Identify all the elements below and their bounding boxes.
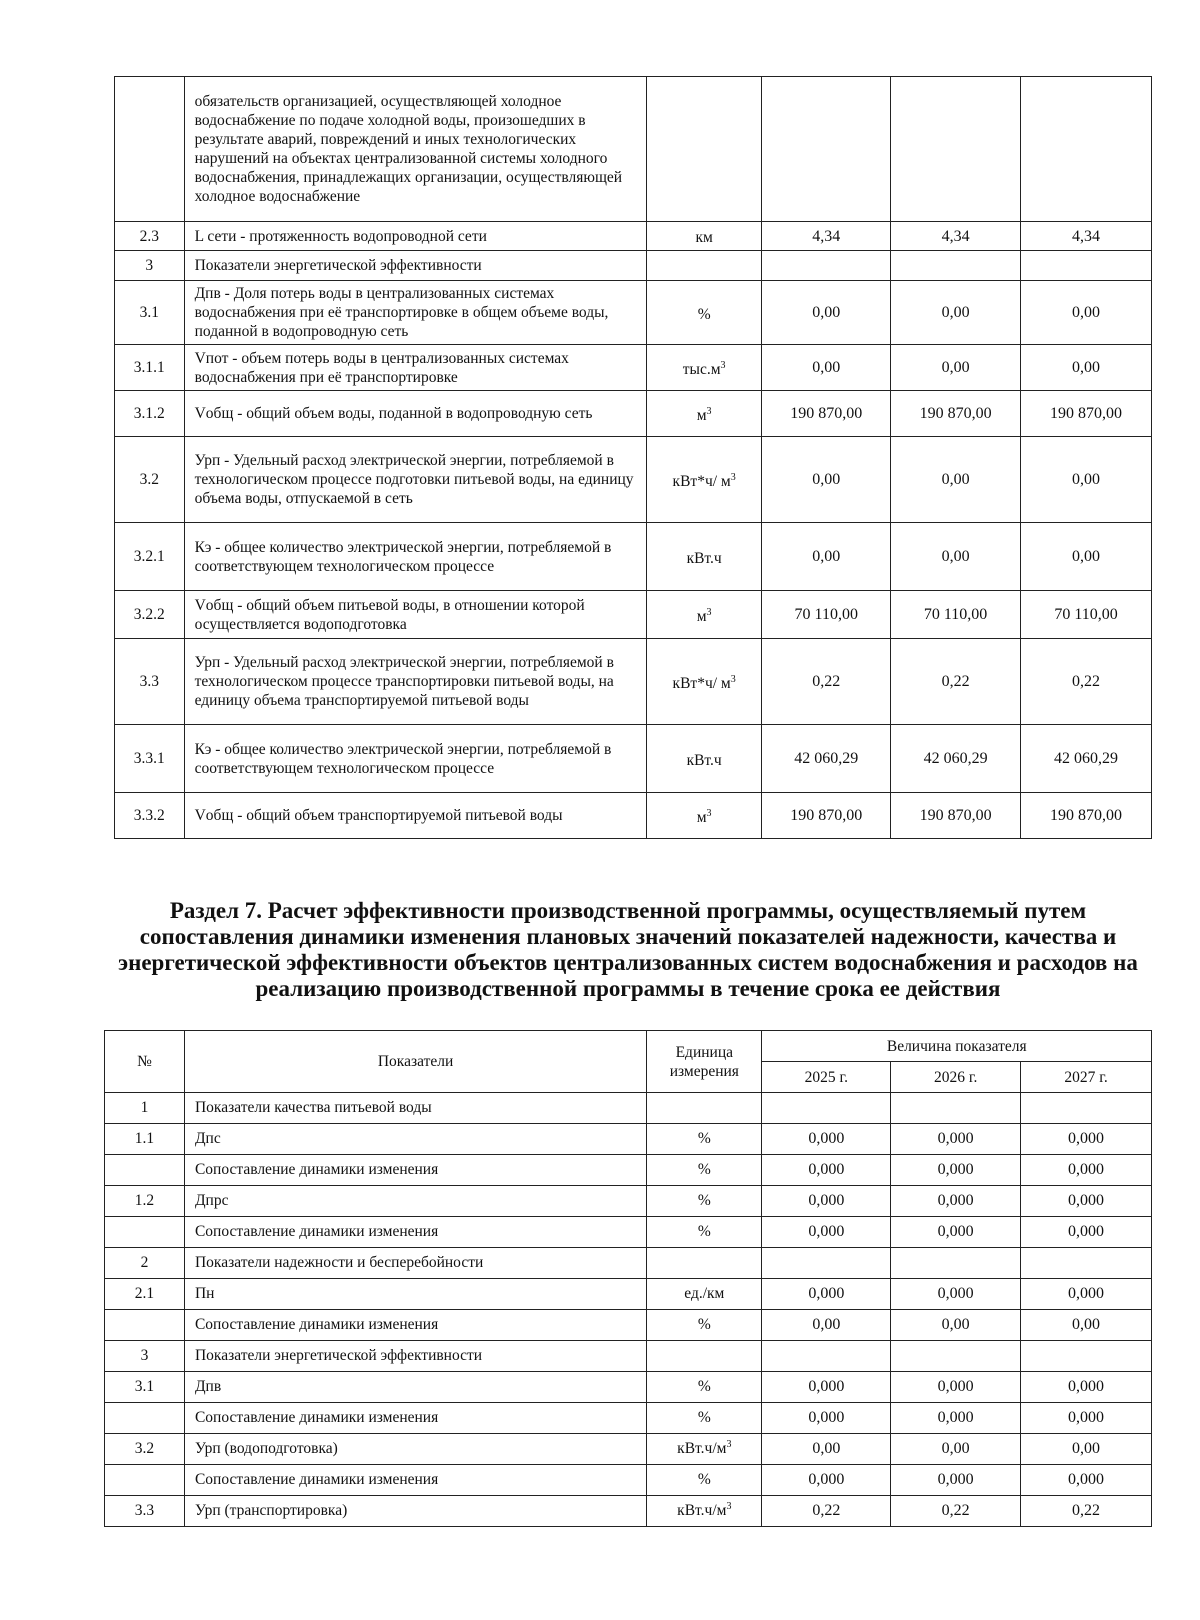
row-value-2027: 0,22 (1021, 639, 1152, 725)
row-number: 3.3 (115, 639, 185, 725)
unit-superscript: 3 (730, 673, 736, 685)
table-row (105, 1155, 1152, 1186)
row-value-2027: 0,000 (1021, 1217, 1152, 1248)
row-value-2027 (1021, 1341, 1152, 1372)
row-number: 3.1.2 (115, 391, 185, 437)
row-indicator: Показатели надежности и бесперебойности (184, 1248, 646, 1279)
table-row (115, 793, 1152, 839)
row-indicator: Дпв (184, 1372, 646, 1403)
row-indicator: Урп (водоподготовка) (184, 1434, 646, 1465)
row-value-2026: 0,000 (891, 1124, 1021, 1155)
row-indicator: Vобщ - общий объем воды, поданной в водопроводную сеть (184, 391, 646, 437)
row-value-2027: 0,00 (1021, 437, 1152, 523)
row-value-2026: 0,00 (891, 523, 1021, 591)
row-number: 3.1.1 (115, 345, 185, 391)
row-value-2026: 190 870,00 (891, 391, 1021, 437)
table-row (115, 437, 1152, 523)
row-unit: кВт.ч (646, 725, 761, 793)
row-value-2025 (762, 77, 891, 222)
row-value-2026 (891, 1341, 1021, 1372)
row-unit: % (647, 1310, 762, 1341)
row-number (105, 1155, 185, 1186)
row-value-2027: 0,000 (1021, 1155, 1152, 1186)
row-value-2026: 0,000 (891, 1186, 1021, 1217)
row-number (105, 1403, 185, 1434)
row-indicator: Показатели качества питьевой воды (184, 1093, 646, 1124)
row-value-2025: 0,000 (762, 1155, 891, 1186)
table-row (105, 1217, 1152, 1248)
table-row (105, 1124, 1152, 1155)
table-row (115, 345, 1152, 391)
row-indicator: Сопоставление динамики изменения (184, 1465, 646, 1496)
row-unit: % (647, 1124, 762, 1155)
row-number: 3.2 (115, 437, 185, 523)
row-number: 3.2.2 (115, 591, 185, 639)
row-indicator: обязательств организацией, осуществляющей холодное водоснабжение по подаче холодной воды, произошедших в результате аварий, повреждений и иных технологических нарушений на объектах централизованной системы холодного водоснабжения, принадлежащих организации, осуществляющей холодное водоснабжение (184, 77, 646, 222)
row-value-2025: 0,00 (762, 1310, 891, 1341)
row-indicator: Дпс (184, 1124, 646, 1155)
row-unit (647, 1341, 762, 1372)
row-unit: % (647, 1155, 762, 1186)
row-value-2027: 0,000 (1021, 1186, 1152, 1217)
row-value-2025: 190 870,00 (762, 391, 891, 437)
row-value-2026: 0,000 (891, 1155, 1021, 1186)
row-value-2027: 0,00 (1021, 1310, 1152, 1341)
row-value-2027: 190 870,00 (1021, 793, 1152, 839)
row-value-2026: 4,34 (891, 222, 1021, 251)
table-row (115, 77, 1152, 222)
row-value-2027: 0,000 (1021, 1403, 1152, 1434)
row-value-2027: 4,34 (1021, 222, 1152, 251)
row-value-2027: 0,000 (1021, 1279, 1152, 1310)
row-value-2025: 0,000 (762, 1186, 891, 1217)
table-row (105, 1248, 1152, 1279)
row-value-2026: 0,000 (891, 1217, 1021, 1248)
row-value-2027 (1021, 1248, 1152, 1279)
row-value-2025: 4,34 (762, 222, 891, 251)
table-row (105, 1496, 1152, 1527)
row-value-2026: 0,22 (891, 1496, 1021, 1527)
row-value-2026: 0,000 (891, 1372, 1021, 1403)
row-indicator: Кэ - общее количество электрической энергии, потребляемой в соответствующем технологическом процессе (184, 523, 646, 591)
unit-superscript: 3 (706, 606, 712, 618)
row-indicator: Vобщ - общий объем питьевой воды, в отношении которой осуществляется водоподготовка (184, 591, 646, 639)
table-row (115, 639, 1152, 725)
row-value-2025 (762, 251, 891, 281)
table-row (105, 1372, 1152, 1403)
row-unit: кВт*ч/ $м^3$ (646, 437, 761, 523)
row-unit: $кВт.ч/м^3$ (647, 1496, 762, 1527)
row-value-2026: 42 060,29 (891, 725, 1021, 793)
row-unit: % (646, 281, 761, 345)
row-number: 2 (105, 1248, 185, 1279)
row-indicator: L сети - протяженность водопроводной сети (184, 222, 646, 251)
unit-superscript: 3 (706, 807, 712, 819)
table-row (105, 1341, 1152, 1372)
row-value-2026 (891, 1248, 1021, 1279)
table-row (105, 1465, 1152, 1496)
row-number (105, 1310, 185, 1341)
row-value-2025: 0,000 (762, 1465, 891, 1496)
row-value-2027: 42 060,29 (1021, 725, 1152, 793)
row-value-2027: 0,00 (1021, 1434, 1152, 1465)
row-number: 1.2 (105, 1186, 185, 1217)
row-unit (646, 251, 761, 281)
section-7-title: Раздел 7. Расчет эффективности производственной программы, осуществляемый путем сопоставления динамики изменения плановых значений показателей надежности, качества и энергетической эффективности объектов централизованных систем водоснабжения и расходов на реализацию производственной программы в течение срока ее действия (118, 898, 1138, 1001)
row-value-2026: 70 110,00 (891, 591, 1021, 639)
table-row (105, 1279, 1152, 1310)
row-value-2025: 70 110,00 (762, 591, 891, 639)
row-value-2027: 0,00 (1021, 523, 1152, 591)
table-header-row (105, 1031, 1152, 1062)
indicators-table-continued (114, 76, 1152, 839)
efficiency-calculation-table (104, 1030, 1152, 1527)
row-value-2026: 0,00 (891, 281, 1021, 345)
row-value-2025: 0,000 (762, 1124, 891, 1155)
table-row (105, 1186, 1152, 1217)
row-unit: % (647, 1403, 762, 1434)
row-indicator: Дпрс (184, 1186, 646, 1217)
row-indicator: Сопоставление динамики изменения (184, 1310, 646, 1341)
unit-superscript: 3 (720, 359, 726, 371)
row-value-2025 (762, 1341, 891, 1372)
row-value-2025 (762, 1248, 891, 1279)
table-row (105, 1403, 1152, 1434)
row-number: 3.3.2 (115, 793, 185, 839)
row-unit (647, 1248, 762, 1279)
row-value-2026: 0,000 (891, 1403, 1021, 1434)
row-value-2025: 42 060,29 (762, 725, 891, 793)
row-value-2025: 0,22 (762, 639, 891, 725)
row-unit: км (646, 222, 761, 251)
header-year-2027: 2027 г. (1021, 1062, 1152, 1093)
table-row (105, 1434, 1152, 1465)
row-unit: % (647, 1217, 762, 1248)
row-value-2025 (762, 1093, 891, 1124)
row-indicator: Сопоставление динамики изменения (184, 1155, 646, 1186)
header-unit: Единица измерения (647, 1031, 762, 1093)
row-value-2027 (1021, 77, 1152, 222)
row-value-2025: 0,22 (762, 1496, 891, 1527)
row-number: 1.1 (105, 1124, 185, 1155)
row-number: 3.3.1 (115, 725, 185, 793)
row-value-2026 (891, 1093, 1021, 1124)
table-row (115, 523, 1152, 591)
row-indicator: Урп - Удельный расход электрической энергии, потребляемой в технологическом процессе подготовки питьевой воды, на единицу объема воды, отпускаемой в сеть (184, 437, 646, 523)
row-number: 3.3 (105, 1496, 185, 1527)
row-value-2026: 0,00 (891, 1310, 1021, 1341)
row-unit: $кВт.ч/м^3$ (647, 1434, 762, 1465)
row-value-2026 (891, 251, 1021, 281)
row-number: 1 (105, 1093, 185, 1124)
header-number: № (105, 1031, 185, 1093)
table-row (105, 1310, 1152, 1341)
row-value-2027: 0,22 (1021, 1496, 1152, 1527)
row-number: 3.1 (115, 281, 185, 345)
row-indicator: Дпв - Доля потерь воды в централизованных системах водоснабжения при её транспортировке в общем объеме воды, поданной в водопроводную сеть (184, 281, 646, 345)
row-value-2025: 0,00 (762, 437, 891, 523)
row-value-2027: 190 870,00 (1021, 391, 1152, 437)
row-value-2027 (1021, 251, 1152, 281)
row-indicator: Показатели энергетической эффективности (184, 251, 646, 281)
row-unit (647, 1093, 762, 1124)
row-value-2026: 0,00 (891, 345, 1021, 391)
row-value-2026: 190 870,00 (891, 793, 1021, 839)
row-value-2025: 0,00 (762, 345, 891, 391)
row-value-2027: 0,000 (1021, 1465, 1152, 1496)
unit-superscript: 3 (726, 1501, 732, 1513)
row-indicator: Кэ - общее количество электрической энергии, потребляемой в соответствующем технологическом процессе (184, 725, 646, 793)
row-number (105, 1217, 185, 1248)
table-row (115, 281, 1152, 345)
row-value-2025: 0,000 (762, 1217, 891, 1248)
row-unit: ед./км (647, 1279, 762, 1310)
row-indicator: Vпот - объем потерь воды в централизованных системах водоснабжения при её транспортировке (184, 345, 646, 391)
row-unit: % (647, 1465, 762, 1496)
table-row (115, 222, 1152, 251)
unit-superscript: 3 (726, 1439, 732, 1451)
row-value-2027: 70 110,00 (1021, 591, 1152, 639)
row-indicator: Показатели энергетической эффективности (184, 1341, 646, 1372)
row-value-2027: 0,00 (1021, 281, 1152, 345)
row-number: 2.3 (115, 222, 185, 251)
row-indicator: Сопоставление динамики изменения (184, 1403, 646, 1434)
table-row (105, 1093, 1152, 1124)
row-value-2026: 0,00 (891, 437, 1021, 523)
table-row (115, 251, 1152, 281)
table-row (115, 591, 1152, 639)
row-unit (646, 77, 761, 222)
unit-superscript: 3 (730, 471, 736, 483)
row-indicator: Урп (транспортировка) (184, 1496, 646, 1527)
row-indicator: Урп - Удельный расход электрической энергии, потребляемой в технологическом процессе транспортировки питьевой воды, на единицу объема транспортируемой питьевой воды (184, 639, 646, 725)
header-value-group: Величина показателя (762, 1031, 1152, 1062)
row-value-2025: 190 870,00 (762, 793, 891, 839)
row-value-2025: 0,00 (762, 281, 891, 345)
row-unit: $м^3$ (646, 793, 761, 839)
row-number: 2.1 (105, 1279, 185, 1310)
row-value-2026: 0,000 (891, 1465, 1021, 1496)
header-year-2026: 2026 г. (891, 1062, 1021, 1093)
header-year-2025: 2025 г. (762, 1062, 891, 1093)
row-value-2027 (1021, 1093, 1152, 1124)
row-value-2027: 0,00 (1021, 345, 1152, 391)
row-indicator: Пн (184, 1279, 646, 1310)
row-unit: кВт*ч/ $м^3$ (646, 639, 761, 725)
row-value-2026 (891, 77, 1021, 222)
row-number: 3.1 (105, 1372, 185, 1403)
table-row (115, 725, 1152, 793)
row-value-2027: 0,000 (1021, 1124, 1152, 1155)
row-number (115, 77, 185, 222)
row-number: 3.2 (105, 1434, 185, 1465)
row-unit: $м^3$ (646, 591, 761, 639)
row-unit: % (647, 1186, 762, 1217)
row-number: 3 (105, 1341, 185, 1372)
row-indicator: Сопоставление динамики изменения (184, 1217, 646, 1248)
row-value-2025: 0,000 (762, 1279, 891, 1310)
row-unit: $тыс.м^3$ (646, 345, 761, 391)
row-number (105, 1465, 185, 1496)
header-indicators: Показатели (184, 1031, 646, 1093)
row-indicator: Vобщ - общий объем транспортируемой питьевой воды (184, 793, 646, 839)
row-value-2027: 0,000 (1021, 1372, 1152, 1403)
row-value-2025: 0,00 (762, 523, 891, 591)
row-value-2025: 0,000 (762, 1403, 891, 1434)
row-value-2026: 0,00 (891, 1434, 1021, 1465)
row-number: 3 (115, 251, 185, 281)
table-row (115, 391, 1152, 437)
row-unit: % (647, 1372, 762, 1403)
row-unit: кВт.ч (646, 523, 761, 591)
row-value-2025: 0,000 (762, 1372, 891, 1403)
row-number: 3.2.1 (115, 523, 185, 591)
row-value-2026: 0,000 (891, 1279, 1021, 1310)
row-unit: $м^3$ (646, 391, 761, 437)
row-value-2025: 0,00 (762, 1434, 891, 1465)
row-value-2026: 0,22 (891, 639, 1021, 725)
unit-superscript: 3 (706, 405, 712, 417)
